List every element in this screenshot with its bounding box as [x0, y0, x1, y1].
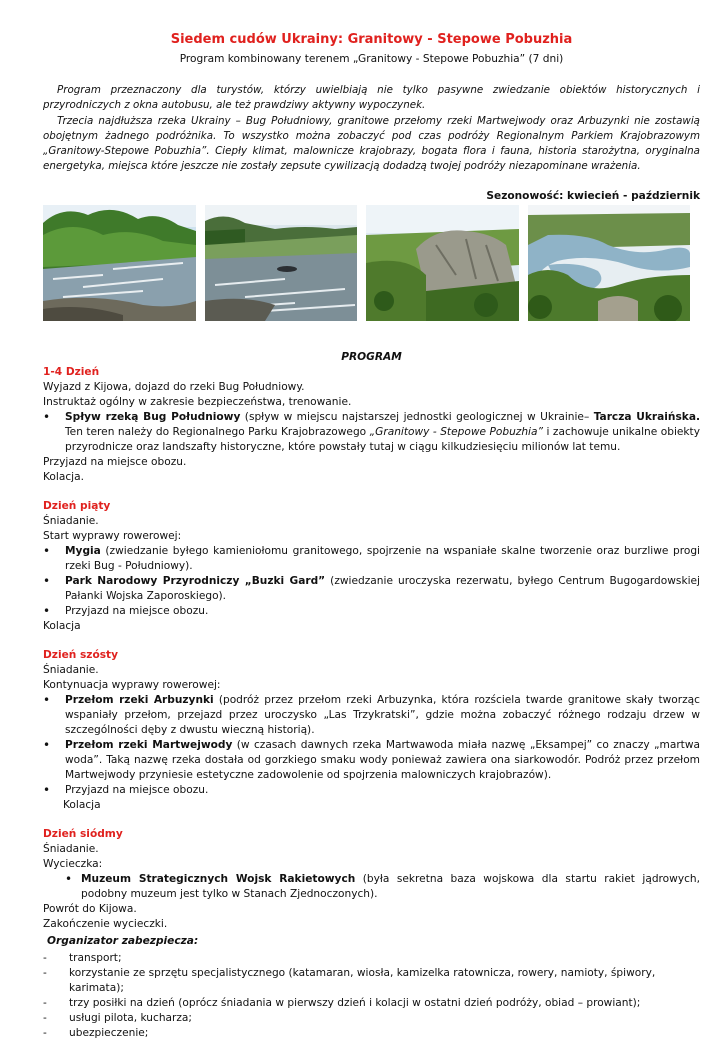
- list-item: • Przyjazd na miejsce obozu.: [43, 783, 700, 798]
- list-item: - ubezpieczenie;: [43, 1026, 700, 1041]
- day-5-line-1: Śniadanie.: [43, 515, 99, 527]
- list-item: • Przyjazd na miejsce obozu.: [43, 604, 700, 619]
- day-1-4-line-2: Instruktaż ogólny w zakresie bezpieczeństwa, trenowanie.: [43, 396, 352, 408]
- list-item: • Przełom rzeki Martwejwody (w czasach dawnych rzeka Martwawoda miała nazwę „Eksampej” co znaczy „martwa woda”. Taką nazwę rzeka dostała od gorzkiego smaku wody ponieważ zawiera ona siarkowodór. Podróż przez przełom Martwejwody przyniesie estetyczne zadowolenie od spojrzenia malowniczych krajobrazów).: [43, 738, 700, 783]
- list-item: • Przełom rzeki Arbuzynki (podróż przez przełom rzeki Arbuzynka, która rozściela twarde granitowe skały tworząc wspaniały przełom, przejazd przez uroczysko „Las Trzykratski”, gdzie można zobaczyć różnego rodzaju drzew w szczególności dęby z dwustu wieczną historią).: [43, 693, 700, 738]
- list-item: - usługi pilota, kucharza;: [43, 1011, 700, 1026]
- day-6-line-2: Kontynuacja wyprawy rowerowej:: [43, 679, 221, 691]
- list-item: • Park Narodowy Przyrodniczy „Buzki Gard” (zwiedzanie uroczyska rezerwatu, byłego Centrum Bugogardowskiej Pałanki Wojska Zaporoskiego).: [43, 574, 700, 604]
- organizer-title: Organizator zabezpiecza:: [47, 935, 199, 947]
- day-7-line-2: Wycieczka:: [43, 858, 103, 870]
- day-6-line-3: Kolacja: [63, 799, 101, 811]
- organizer-list: [43, 951, 700, 1041]
- day-5-bullets: [43, 544, 700, 619]
- list-item: - trzy posiłki na dzień (oprócz śniadania w pierwszy dzień i kolacji w ostatni dzień podróży, obiad – prowiant);: [43, 996, 700, 1011]
- photo-river-trees: [43, 205, 196, 321]
- season-label: Sezonowość: kwiecień - październik: [486, 190, 700, 202]
- list-item: • Spływ rzeką Bug Południowy (spływ w miejscu najstarszej jednostki geologicznej w Ukrainie– Tarcza Ukraińska. Ten teren należy do Regionalnego Parku Krajobrazowego „Granitowy - Stepowe Pobuzhia” i zachowuje unikalne obiekty przyrodnicze oraz landszafty historyczne, które powstały tutaj w ciągu kilkudziesięciu milionów lat temu.: [43, 410, 700, 455]
- list-item: • Mygia (zwiedzanie byłego kamieniołomu granitowego, spojrzenie na wspaniałe skalne tworzenie oraz burzliwe progi rzeki Bug - Południowy).: [43, 544, 700, 574]
- intro-paragraph-2: Trzecia najdłuższa rzeka Ukrainy – Bug Południowy, granitowe przełomy rzeki Martwejwody oraz Arbuzynki nie zostawią obojętnym żadnego podróżnika. To wszystko można zobaczyć pod czas podróży Regionalnym Parkiem Krajobrazowym „Granitowy-Stepowe Pobuzhia”. Ciepły klimat, malownicze krajobrazy, bogata flora i fauna, historia starożytna, oryginalna energetyka, miejsca które jeszcze nie zostały zepsute cywilizacją dodadzą twojej podróży niezapominane wrażenia.: [43, 114, 700, 173]
- day-1-4-bullets: [43, 410, 700, 455]
- day-7-bullets: [43, 872, 700, 902]
- list-item: - transport;: [43, 951, 700, 966]
- document-title: Siedem cudów Ukrainy: Granitowy - Stepowe Pobuzhia: [170, 32, 573, 47]
- program-heading: PROGRAM: [341, 351, 402, 363]
- photo-rafting: [205, 205, 357, 321]
- photo-river-bend: [528, 205, 690, 321]
- day-1-4-line-4: Kolacja.: [43, 471, 84, 483]
- program-content: [43, 365, 700, 1041]
- photo-strip: [43, 205, 700, 321]
- day-7-title: Dzień siódmy: [43, 828, 123, 840]
- intro-paragraph-1: Program przeznaczony dla turystów, którzy uwielbiają nie tylko pasywne zwiedzanie obiektów historycznych i przyrodniczych z okna autobusu, ale też prawdziwy aktywny wypoczynek.: [43, 84, 700, 112]
- list-item: - korzystanie ze sprzętu specjalistycznego (katamaran, wiosła, kamizelka ratownicza, rowery, namioty, śpiwory, karimata);: [43, 966, 700, 996]
- day-5-title: Dzień piąty: [43, 500, 111, 512]
- day-7-line-4: Zakończenie wycieczki.: [43, 918, 168, 930]
- list-item: • Muzeum Strategicznych Wojsk Rakietowych (była sekretna baza wojskowa dla startu rakiet jądrowych, podobny muzeum jest tylko w Stanach Zjednoczonych).: [43, 872, 700, 902]
- day-5-line-3: Kolacja: [43, 620, 81, 632]
- day-6-title: Dzień szósty: [43, 649, 119, 661]
- day-6-bullets: [43, 693, 700, 798]
- day-1-4-line-3: Przyjazd na miejsce obozu.: [43, 456, 187, 468]
- day-6-line-1: Śniadanie.: [43, 664, 99, 676]
- day-1-4-title: 1-4 Dzień: [43, 366, 100, 378]
- intro-section: [43, 83, 700, 175]
- day-7-line-1: Śniadanie.: [43, 843, 99, 855]
- day-5-line-2: Start wyprawy rowerowej:: [43, 530, 182, 542]
- document-subtitle: Program kombinowany terenem „Granitowy - Stepowe Pobuzhia” (7 dni): [179, 53, 564, 65]
- photo-granite-cliff: [366, 205, 519, 321]
- day-1-4-line-1: Wyjazd z Kijowa, dojazd do rzeki Bug Południowy.: [43, 381, 305, 393]
- day-7-line-3: Powrót do Kijowa.: [43, 903, 137, 915]
